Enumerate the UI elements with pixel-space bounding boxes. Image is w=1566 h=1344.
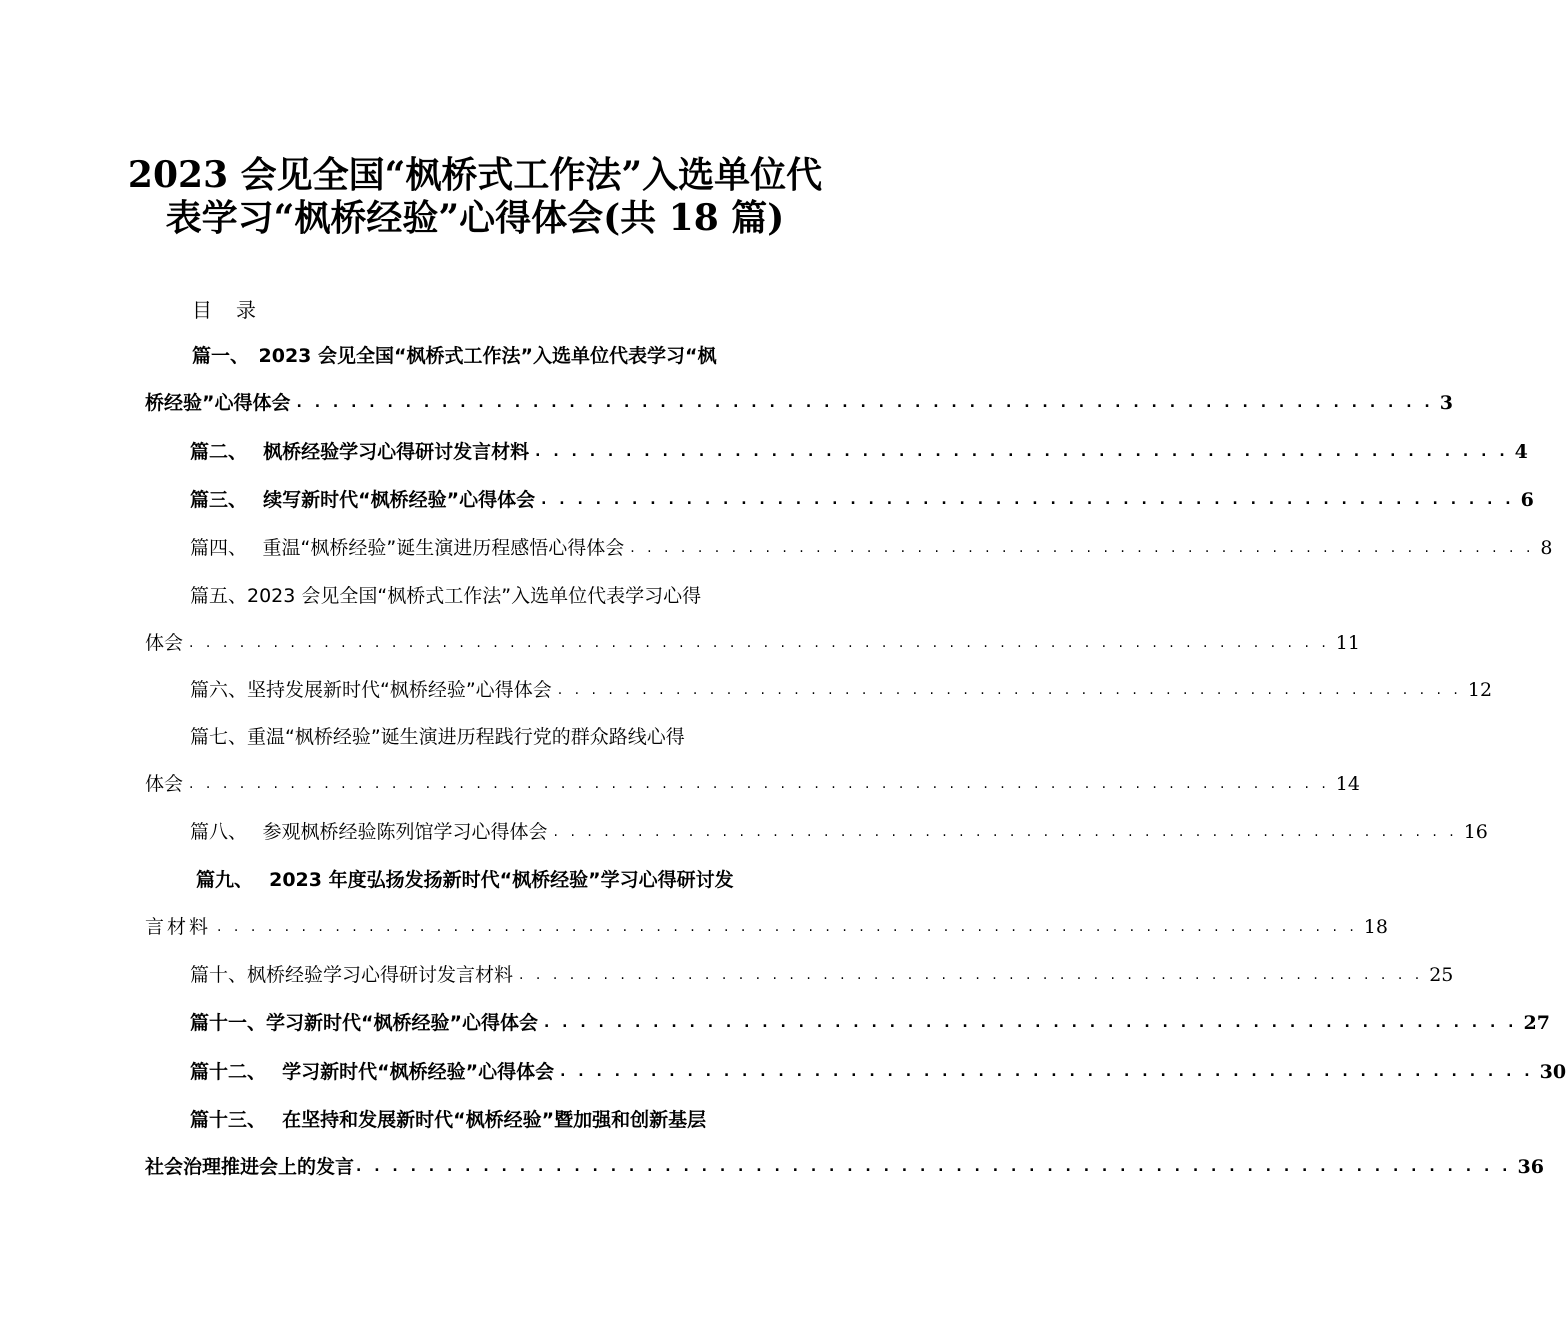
- toc-leader-dots: . . . . . . . . . . . . . . . . . . . . . . . . . . . . . . . . . . . . . . . . . . . . . . . . . . . . . . . . . . . . . . . .: [356, 1159, 1512, 1175]
- toc-page-number: 8: [1540, 537, 1553, 559]
- toc-page-number: 30: [1539, 1061, 1566, 1083]
- toc-entry-text: 社会治理推进会上的发言: [145, 1156, 355, 1178]
- toc-page-number: 12: [1467, 679, 1493, 701]
- toc-page-number: 14: [1335, 773, 1360, 795]
- toc-leader-dots: . . . . . . . . . . . . . . . . . . . . . . . . . . . . . . . . . . . . . . . . . . . . . . . . . . . . . . . . . . . . . . .: [296, 395, 1434, 411]
- document-title-line-1: 2023 会见全国“枫桥式工作法”入选单位代: [127, 154, 823, 196]
- toc-page-number: 11: [1335, 632, 1360, 654]
- toc-leader-dots: . . . . . . . . . . . . . . . . . . . . . . . . . . . . . . . . . . . . . . . . . . . . . . . . . . . . . .: [519, 967, 1424, 983]
- toc-entry-text: 言材料: [145, 916, 212, 938]
- toc-leader-dots: . . . . . . . . . . . . . . . . . . . . . . . . . . . . . . . . . . . . . . . . . . . . . . . . . . . . . .: [535, 444, 1509, 460]
- toc-page-number: 25: [1429, 964, 1454, 986]
- toc-leader-dots: . . . . . . . . . . . . . . . . . . . . . . . . . . . . . . . . . . . . . . . . . . . . . . . . . . . . . .: [541, 492, 1515, 508]
- toc-page-number: 3: [1439, 392, 1453, 414]
- toc-entry-8[interactable]: [190, 816, 1488, 848]
- toc-entry-text: 篇二、 枫桥经验学习心得研讨发言材料: [190, 441, 530, 463]
- toc-leader-dots: . . . . . . . . . . . . . . . . . . . . . . . . . . . . . . . . . . . . . . . . . . . . . . . . . . . . . .: [557, 682, 1462, 698]
- toc-entry-6[interactable]: [190, 674, 1493, 706]
- toc-entry-text: 体会: [145, 773, 184, 795]
- toc-heading: 目 录: [192, 298, 258, 322]
- toc-entry-12[interactable]: [190, 1056, 1566, 1088]
- toc-entry-1-line-2[interactable]: [145, 387, 1453, 419]
- toc-page-number: 27: [1523, 1012, 1550, 1034]
- toc-entry-text: 桥经验”心得体会: [145, 392, 291, 414]
- toc-entry-text: 篇三、 续写新时代“枫桥经验”心得体会: [190, 489, 536, 511]
- toc-entry-text: 篇十、枫桥经验学习心得研讨发言材料: [190, 964, 514, 986]
- toc-entry-4[interactable]: [190, 532, 1553, 564]
- toc-entry-11[interactable]: [190, 1007, 1550, 1039]
- toc-entry-text: 篇十二、 学习新时代“枫桥经验”心得体会: [190, 1061, 555, 1083]
- toc-leader-dots: . . . . . . . . . . . . . . . . . . . . . . . . . . . . . . . . . . . . . . . . . . . . . . . . . . . . . .: [560, 1064, 1534, 1080]
- toc-entry-5-line-1[interactable]: [190, 580, 805, 612]
- toc-leader-dots: . . . . . . . . . . . . . . . . . . . . . . . . . . . . . . . . . . . . . . . . . . . . . . . . . . . . . .: [630, 540, 1535, 556]
- toc-entry-text: 篇九、 2023 年度弘扬发扬新时代“枫桥经验”学习心得研讨发: [196, 869, 734, 891]
- toc-entry-text: 篇八、 参观枫桥经验陈列馆学习心得体会: [190, 821, 548, 843]
- toc-entry-9-line-1[interactable]: [196, 864, 805, 896]
- document-title-line-2: 表学习“枫桥经验”心得体会(共 18 篇): [165, 197, 785, 239]
- toc-entry-text: 篇十一、学习新时代“枫桥经验”心得体会: [190, 1012, 538, 1034]
- toc-entry-7-line-2[interactable]: [145, 768, 1360, 800]
- toc-entry-text: 篇一、 2023 会见全国“枫桥式工作法”入选单位代表学习“枫: [192, 345, 717, 367]
- toc-page-number: 16: [1463, 821, 1488, 843]
- toc-entry-9-line-2[interactable]: [145, 911, 1388, 943]
- toc-leader-dots: . . . . . . . . . . . . . . . . . . . . . . . . . . . . . . . . . . . . . . . . . . . . . . . . . . . . . . . . . . . . . . . . . . . .: [217, 919, 1358, 935]
- toc-entry-13-line-1[interactable]: [190, 1104, 805, 1136]
- toc-entry-1-line-1[interactable]: [192, 340, 805, 372]
- toc-entry-3[interactable]: [190, 484, 1534, 516]
- toc-leader-dots: . . . . . . . . . . . . . . . . . . . . . . . . . . . . . . . . . . . . . . . . . . . . . . . . . . . . . .: [553, 824, 1458, 840]
- toc-entry-text: 篇四、 重温“枫桥经验”诞生演进历程感悟心得体会: [190, 537, 625, 559]
- toc-entry-text: 篇十三、 在坚持和发展新时代“枫桥经验”暨加强和创新基层: [190, 1109, 707, 1131]
- toc-entry-text: 篇七、重温“枫桥经验”诞生演进历程践行党的群众路线心得: [190, 726, 685, 748]
- toc-entry-text: 篇六、坚持发展新时代“枫桥经验”心得体会: [190, 679, 552, 701]
- toc-page-number: 4: [1514, 441, 1528, 463]
- toc-entry-text: 体会: [145, 632, 184, 654]
- toc-page-number: 36: [1517, 1156, 1544, 1178]
- toc-entry-10[interactable]: [190, 959, 1454, 991]
- toc-entry-13-line-2[interactable]: [145, 1151, 1544, 1183]
- toc-leader-dots: . . . . . . . . . . . . . . . . . . . . . . . . . . . . . . . . . . . . . . . . . . . . . . . . . . . . . .: [543, 1015, 1518, 1031]
- toc-page-number: 6: [1520, 489, 1534, 511]
- toc-entry-5-line-2[interactable]: [145, 627, 1360, 659]
- toc-entry-2[interactable]: [190, 436, 1528, 468]
- toc-page-number: 18: [1363, 916, 1388, 938]
- toc-entry-7-line-1[interactable]: [190, 721, 805, 753]
- toc-entry-text: 篇五、2023 会见全国“枫桥式工作法”入选单位代表学习心得: [190, 585, 702, 607]
- toc-leader-dots: . . . . . . . . . . . . . . . . . . . . . . . . . . . . . . . . . . . . . . . . . . . . . . . . . . . . . . . . . . . . . . . . . . . .: [189, 635, 1330, 651]
- toc-leader-dots: . . . . . . . . . . . . . . . . . . . . . . . . . . . . . . . . . . . . . . . . . . . . . . . . . . . . . . . . . . . . . . . . . . . .: [189, 776, 1330, 792]
